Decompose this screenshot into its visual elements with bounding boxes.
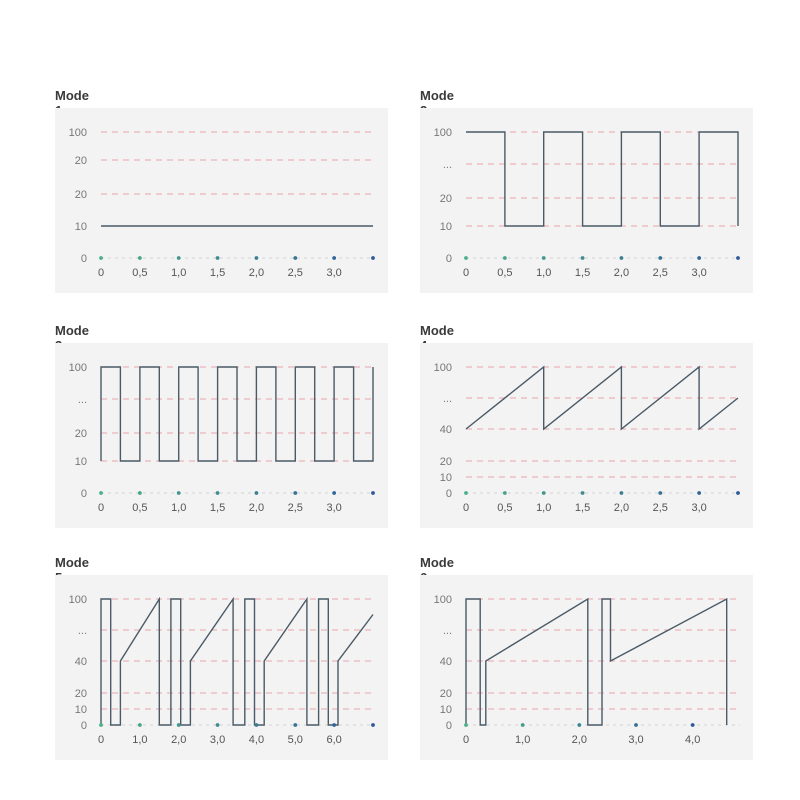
y-tick-label: 100 (433, 594, 452, 606)
y-tick-label: 0 (80, 488, 87, 500)
x-tick-label: 3,0 (209, 734, 226, 746)
x-dot (371, 491, 375, 495)
x-dot (691, 723, 695, 727)
y-tick-label: 20 (439, 456, 452, 468)
x-dot (293, 491, 297, 495)
x-dot (255, 723, 259, 727)
x-tick-label: 0 (97, 267, 105, 279)
x-tick-label: 3,0 (691, 267, 707, 279)
x-tick-label: 1,0 (536, 267, 552, 279)
chart-title: Mode (420, 88, 454, 103)
x-tick-label: 3,0 (628, 734, 644, 746)
x-dot (464, 256, 468, 260)
x-dot (521, 723, 525, 727)
x-dot (99, 723, 103, 727)
y-tick-label: 10 (74, 456, 87, 468)
y-tick-label: 0 (80, 253, 87, 265)
y-tick-label: 10 (439, 472, 452, 484)
x-dot (581, 256, 585, 260)
x-dot (464, 491, 468, 495)
x-dot (464, 723, 468, 727)
x-dot (138, 256, 142, 260)
chart-title: Mode (420, 555, 454, 570)
x-dot (293, 723, 297, 727)
x-tick-label: 1,0 (132, 734, 148, 746)
y-tick-label: 20 (439, 688, 452, 700)
y-tick-label: 0 (445, 253, 452, 265)
x-tick-label: 2,0 (248, 502, 265, 514)
x-dot (736, 491, 740, 495)
chart-svg (420, 108, 753, 293)
x-dot (371, 256, 375, 260)
series-line (101, 599, 373, 725)
x-tick-label: 1,0 (515, 734, 531, 746)
x-tick-label: 0 (97, 502, 105, 514)
x-dot (697, 256, 701, 260)
y-tick-label: 100 (433, 127, 452, 139)
series-line (466, 132, 738, 226)
x-dot (177, 256, 181, 260)
x-dot (503, 491, 507, 495)
x-dot (658, 491, 662, 495)
plot-area (55, 575, 388, 760)
x-dot (216, 491, 220, 495)
x-tick-label: 0,5 (132, 267, 148, 279)
y-tick-label: 40 (439, 656, 452, 668)
x-tick-label: 3,0 (691, 502, 707, 514)
plot-area (55, 108, 388, 293)
x-dot (99, 491, 103, 495)
y-tick-label: 20 (74, 428, 87, 440)
y-tick-label: 10 (74, 221, 87, 233)
y-tick-label: 20 (74, 155, 87, 167)
x-tick-label: 2,0 (248, 267, 265, 279)
x-tick-label: 4,0 (248, 734, 265, 746)
x-tick-label: 5,0 (287, 734, 303, 746)
x-tick-label: 3,0 (326, 267, 342, 279)
x-dot (581, 491, 585, 495)
y-tick-label: 10 (74, 704, 87, 716)
plot-area (55, 343, 388, 528)
x-tick-label: 0,5 (497, 502, 513, 514)
x-dot (293, 256, 297, 260)
x-dot (177, 491, 181, 495)
y-tick-label: 100 (68, 362, 87, 374)
x-tick-label: 6,0 (326, 734, 342, 746)
x-dot (332, 723, 336, 727)
x-tick-label: 1,5 (574, 502, 591, 514)
y-tick-label: 20 (74, 688, 87, 700)
x-dot (138, 723, 142, 727)
series-line (466, 599, 727, 725)
y-tick-label: ... (77, 625, 87, 637)
y-tick-label: 40 (439, 424, 452, 436)
x-tick-label: 2,0 (171, 734, 187, 746)
x-tick-label: 1,0 (171, 267, 187, 279)
chart-svg (55, 575, 388, 760)
x-dot (332, 256, 336, 260)
x-tick-label: 3,0 (326, 502, 342, 514)
x-tick-label: 2,5 (287, 267, 303, 279)
y-tick-label: 20 (439, 193, 452, 205)
y-tick-label: ... (77, 394, 87, 406)
x-dot (542, 491, 546, 495)
x-dot (577, 723, 581, 727)
x-dot (736, 256, 740, 260)
x-dot (177, 723, 181, 727)
x-tick-label: 1,5 (209, 267, 226, 279)
x-dot (658, 256, 662, 260)
y-tick-label: 20 (74, 189, 87, 201)
x-tick-label: 1,5 (574, 267, 591, 279)
chart-svg (420, 343, 753, 528)
y-tick-label: 10 (439, 704, 452, 716)
y-tick-label: ... (442, 159, 452, 171)
x-tick-label: 1,5 (209, 502, 226, 514)
chart-title: Mode (55, 555, 89, 570)
x-tick-label: 2,0 (613, 502, 630, 514)
x-tick-label: 1,0 (536, 502, 552, 514)
x-dot (620, 491, 624, 495)
y-tick-label: 100 (433, 362, 452, 374)
x-tick-label: 0 (462, 734, 470, 746)
x-dot (138, 491, 142, 495)
x-tick-label: 0 (462, 267, 470, 279)
x-dot (99, 256, 103, 260)
y-tick-label: 100 (68, 594, 87, 606)
chart-svg (55, 343, 388, 528)
x-tick-label: 0,5 (497, 267, 513, 279)
y-tick-label: 10 (439, 221, 452, 233)
x-dot (332, 491, 336, 495)
y-tick-label: 0 (445, 720, 452, 732)
y-tick-label: 100 (68, 127, 87, 139)
x-tick-label: 0 (97, 734, 105, 746)
x-tick-label: 0,5 (132, 502, 148, 514)
chart-title: Mode (55, 88, 89, 103)
x-tick-label: 2,5 (652, 267, 668, 279)
x-tick-label: 2,5 (652, 502, 668, 514)
x-dot (255, 256, 259, 260)
y-tick-label: 0 (80, 720, 87, 732)
x-dot (542, 256, 546, 260)
y-tick-label: ... (442, 393, 452, 405)
x-tick-label: 2,0 (613, 267, 630, 279)
x-tick-label: 2,5 (287, 502, 303, 514)
y-tick-label: 40 (74, 656, 87, 668)
x-dot (255, 491, 259, 495)
plot-area (420, 108, 753, 293)
y-tick-label: ... (442, 625, 452, 637)
x-dot (697, 491, 701, 495)
chart-title: Mode (55, 323, 89, 338)
series-line (101, 367, 373, 461)
plot-area (420, 343, 753, 528)
x-tick-label: 1,0 (171, 502, 187, 514)
x-tick-label: 2,0 (571, 734, 587, 746)
x-dot (216, 256, 220, 260)
x-dot (371, 723, 375, 727)
x-tick-label: 4,0 (685, 734, 701, 746)
chart-svg (55, 108, 388, 293)
chart-svg (420, 575, 753, 760)
x-dot (216, 723, 220, 727)
x-dot (634, 723, 638, 727)
x-dot (503, 256, 507, 260)
x-dot (620, 256, 624, 260)
y-tick-label: 0 (445, 488, 452, 500)
plot-area (420, 575, 753, 760)
chart-title: Mode (420, 323, 454, 338)
x-tick-label: 0 (462, 502, 470, 514)
